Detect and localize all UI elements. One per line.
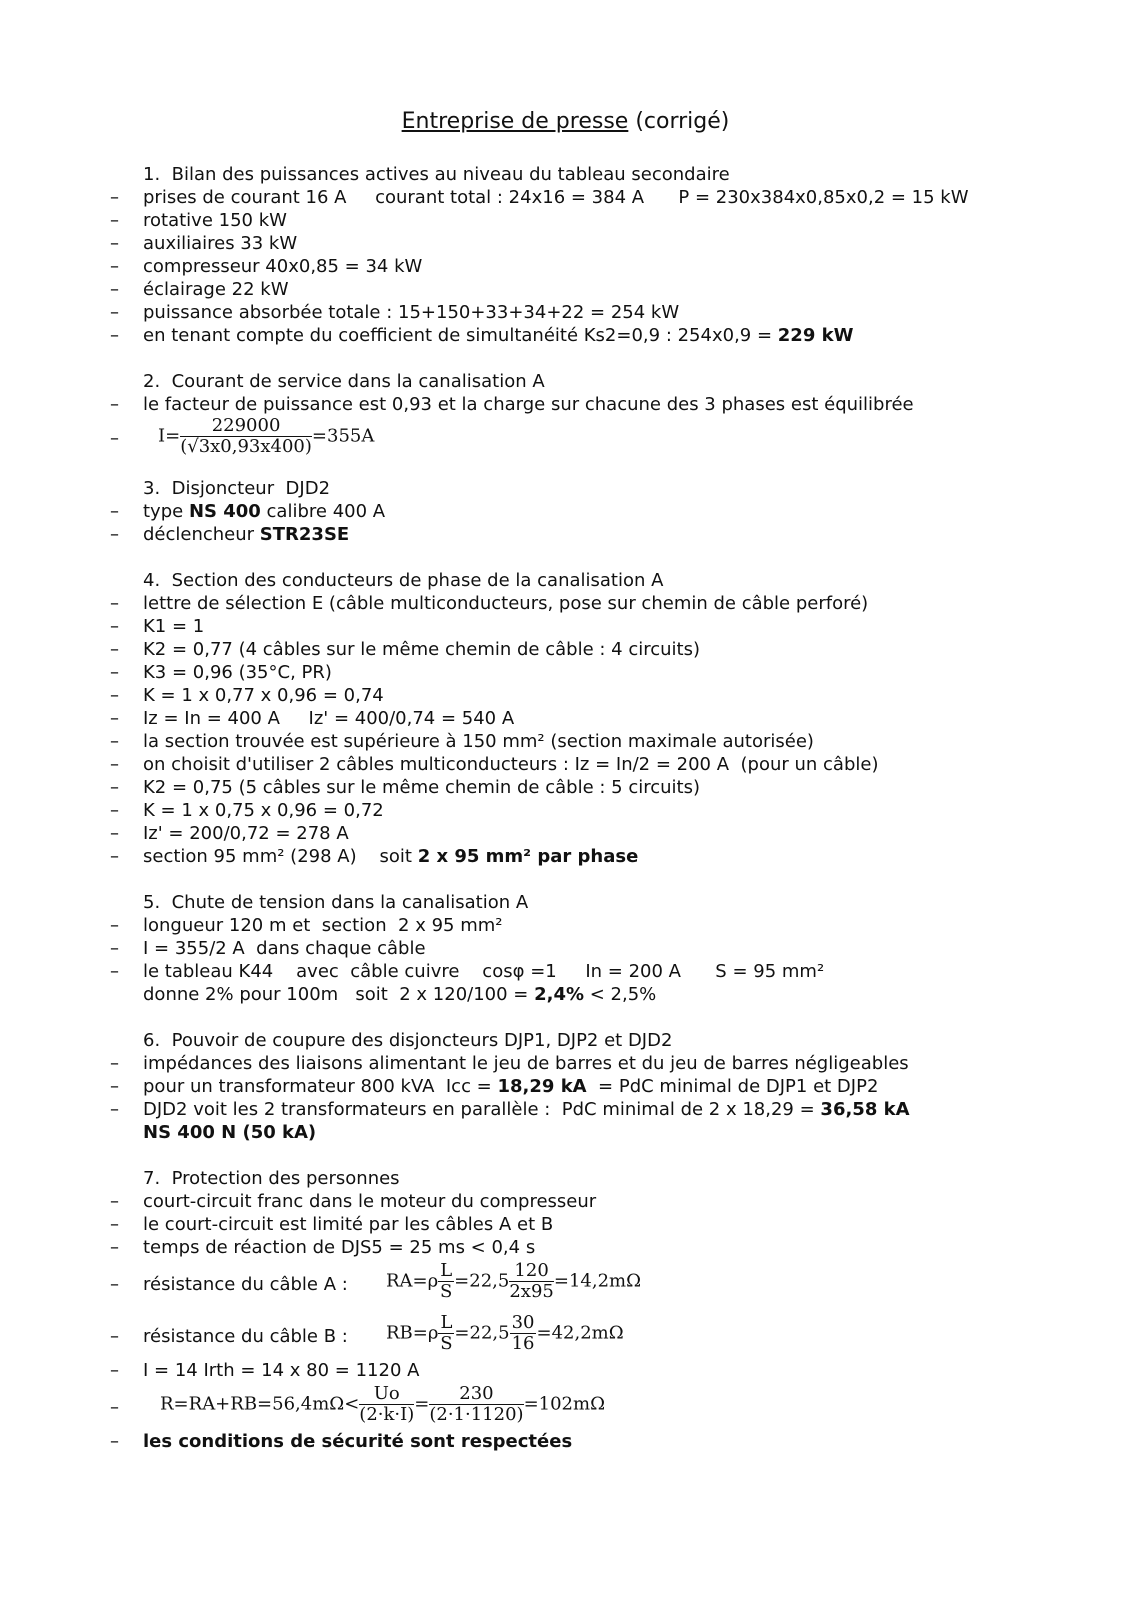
formula-resistance-total: – R=RA+RB=56,4mΩ< $\frac{Uo}{(2\cdot k\cdot I)}$ = $\frac{230}{(2\cdot 1\cdot 1120)}$ =102mΩ: [110, 1383, 605, 1425]
list-item: – section 95 mm² (298 A) soit 2 x 95 mm² par phase: [110, 846, 639, 867]
list-item: – DJD2 voit les 2 transformateurs en parallèle : PdC minimal de 2 x 18,29 = 36,58 kA: [110, 1099, 910, 1120]
dash-bullet: –: [110, 639, 119, 660]
fraction: $\frac{Uo}{(2\cdot k\cdot I)}$: [359, 1383, 415, 1425]
section-4-heading: 4. Section des conducteurs de phase de la canalisation A: [143, 570, 664, 591]
list-item-continuation: donne 2% pour 100m soit 2 x 120/100 = 2,4% < 2,5%: [143, 984, 657, 1005]
dash-bullet: –: [110, 325, 119, 346]
dash-bullet: –: [110, 800, 119, 821]
dash-bullet: –: [110, 777, 119, 798]
list-item: – on choisit d'utiliser 2 câbles multiconducteurs : Iz = In/2 = 200 A (pour un câble): [110, 754, 879, 775]
dash-bullet: –: [110, 593, 119, 614]
dash-bullet: –: [110, 685, 119, 706]
fraction: $\frac{230}{(2\cdot 1\cdot 1120)}$: [429, 1383, 524, 1425]
list-item: – rotative 150 kW: [110, 210, 287, 231]
dash-bullet: –: [110, 524, 119, 545]
dash-bullet: –: [110, 754, 119, 775]
fraction: $\frac{L}{S}$: [440, 1312, 453, 1354]
dash-bullet: –: [110, 1274, 119, 1295]
list-item: – prises de courant 16 A courant total : 24x16 = 384 A P = 230x384x0,85x0,2 = 15 kW: [110, 187, 969, 208]
section-6-heading: 6. Pouvoir de coupure des disjoncteurs DJP1, DJP2 et DJD2: [143, 1030, 673, 1051]
section-3-heading: 3. Disjoncteur DJD2: [143, 478, 331, 499]
list-item: – K2 = 0,77 (4 câbles sur le même chemin de câble : 4 circuits): [110, 639, 700, 660]
list-item: – déclencheur STR23SE: [110, 524, 350, 545]
dash-bullet: –: [110, 233, 119, 254]
list-item: – impédances des liaisons alimentant le jeu de barres et du jeu de barres négligeables: [110, 1053, 909, 1074]
list-item: – K3 = 0,96 (35°C, PR): [110, 662, 332, 683]
list-item: – en tenant compte du coefficient de simultanéité Ks2=0,9 : 254x0,9 = 229 kW: [110, 325, 854, 346]
fraction: $\frac{120}{2x95}$: [509, 1260, 554, 1302]
dash-bullet: –: [110, 823, 119, 844]
list-item: – lettre de sélection E (câble multiconducteurs, pose sur chemin de câble perforé): [110, 593, 869, 614]
result-229kw: 229 kW: [777, 325, 854, 346]
list-item: – le court-circuit est limité par les câbles A et B: [110, 1214, 554, 1235]
dash-bullet: –: [110, 708, 119, 729]
dash-bullet: –: [110, 1053, 119, 1074]
title-main: Entreprise de presse: [401, 109, 629, 134]
list-item: – Iz = In = 400 A Iz' = 400/0,74 = 540 A: [110, 708, 515, 729]
list-item: – compresseur 40x0,85 = 34 kW: [110, 256, 423, 277]
list-item: – I = 355/2 A dans chaque câble: [110, 938, 426, 959]
dash-bullet: –: [110, 915, 119, 936]
fraction: $\frac{30}{16}$: [511, 1312, 535, 1354]
dash-bullet: –: [110, 938, 119, 959]
section-5-heading: 5. Chute de tension dans la canalisation A: [143, 892, 529, 913]
formula-resistance-a: – résistance du câble A : RA=ρ $\frac{L}{S}$ =22,5 $\frac{120}{2x95}$ =14,2mΩ: [110, 1260, 642, 1302]
dash-bullet: –: [110, 187, 119, 208]
dash-bullet: –: [110, 1431, 119, 1452]
list-item-continuation: NS 400 N (50 kA): [143, 1122, 317, 1143]
list-item: – Iz' = 200/0,72 = 278 A: [110, 823, 349, 844]
list-item: – temps de réaction de DJS5 = 25 ms < 0,4 s: [110, 1237, 536, 1258]
dash-bullet: –: [110, 256, 119, 277]
list-item: – longueur 120 m et section 2 x 95 mm²: [110, 915, 503, 936]
fraction: $\frac{229000}{(√3x0,93x400)}$: [180, 415, 312, 457]
dash-bullet: –: [110, 1326, 119, 1347]
dash-bullet: –: [110, 501, 119, 522]
dash-bullet: –: [110, 1237, 119, 1258]
dash-bullet: –: [110, 210, 119, 231]
dash-bullet: –: [110, 1360, 119, 1381]
list-item: – type NS 400 calibre 400 A: [110, 501, 386, 522]
dash-bullet: –: [110, 1076, 119, 1097]
list-item: – puissance absorbée totale : 15+150+33+34+22 = 254 kW: [110, 302, 680, 323]
dash-bullet: –: [110, 731, 119, 752]
list-item: – la section trouvée est supérieure à 150 mm² (section maximale autorisée): [110, 731, 814, 752]
dash-bullet: –: [110, 846, 119, 867]
list-item: – K = 1 x 0,75 x 0,96 = 0,72: [110, 800, 384, 821]
list-item: – court-circuit franc dans le moteur du compresseur: [110, 1191, 597, 1212]
formula-resistance-b: – résistance du câble B : RB=ρ $\frac{L}{S}$ =22,5 $\frac{30}{16}$ =42,2mΩ: [110, 1312, 624, 1354]
dash-bullet: –: [110, 279, 119, 300]
list-item: – K = 1 x 0,77 x 0,96 = 0,74: [110, 685, 384, 706]
dash-bullet: –: [110, 616, 119, 637]
document-body: [0, 163, 1131, 1453]
list-item: – pour un transformateur 800 kVA Icc = 18,29 kA = PdC minimal de DJP1 et DJP2: [110, 1076, 879, 1097]
list-item: – éclairage 22 kW: [110, 279, 289, 300]
list-item: – auxiliaires 33 kW: [110, 233, 298, 254]
dash-bullet: –: [110, 1214, 119, 1235]
dash-bullet: –: [110, 1191, 119, 1212]
dash-bullet: –: [110, 428, 119, 449]
list-item: – le facteur de puissance est 0,93 et la charge sur chacune des 3 phases est équilibrée: [110, 394, 914, 415]
section-2-heading: 2. Courant de service dans la canalisation A: [143, 371, 545, 392]
dash-bullet: –: [110, 1099, 119, 1120]
dash-bullet: –: [110, 302, 119, 323]
title-suffix: (corrigé): [628, 109, 730, 134]
conclusion: les conditions de sécurité sont respectées: [143, 1431, 573, 1452]
list-item: [0, 1430, 1131, 1453]
formula-current: – I= $\frac{229000}{(√3x0,93x400)}$ =355A: [110, 415, 375, 457]
fraction: $\frac{L}{S}$: [440, 1260, 453, 1302]
list-item: – K1 = 1: [110, 616, 205, 637]
list-item: – le tableau K44 avec câble cuivre cosφ =1 In = 200 A S = 95 mm²: [110, 961, 825, 982]
page-title: [0, 108, 1131, 136]
dash-bullet: –: [110, 394, 119, 415]
dash-bullet: –: [110, 662, 119, 683]
section-1-heading: 1. Bilan des puissances actives au niveau du tableau secondaire: [143, 164, 730, 185]
section-7-heading: 7. Protection des personnes: [143, 1168, 400, 1189]
dash-bullet: –: [110, 961, 119, 982]
list-item: – K2 = 0,75 (5 câbles sur le même chemin de câble : 5 circuits): [110, 777, 700, 798]
dash-bullet: –: [110, 1397, 119, 1418]
list-item: – I = 14 Irth = 14 x 80 = 1120 A: [110, 1360, 420, 1381]
